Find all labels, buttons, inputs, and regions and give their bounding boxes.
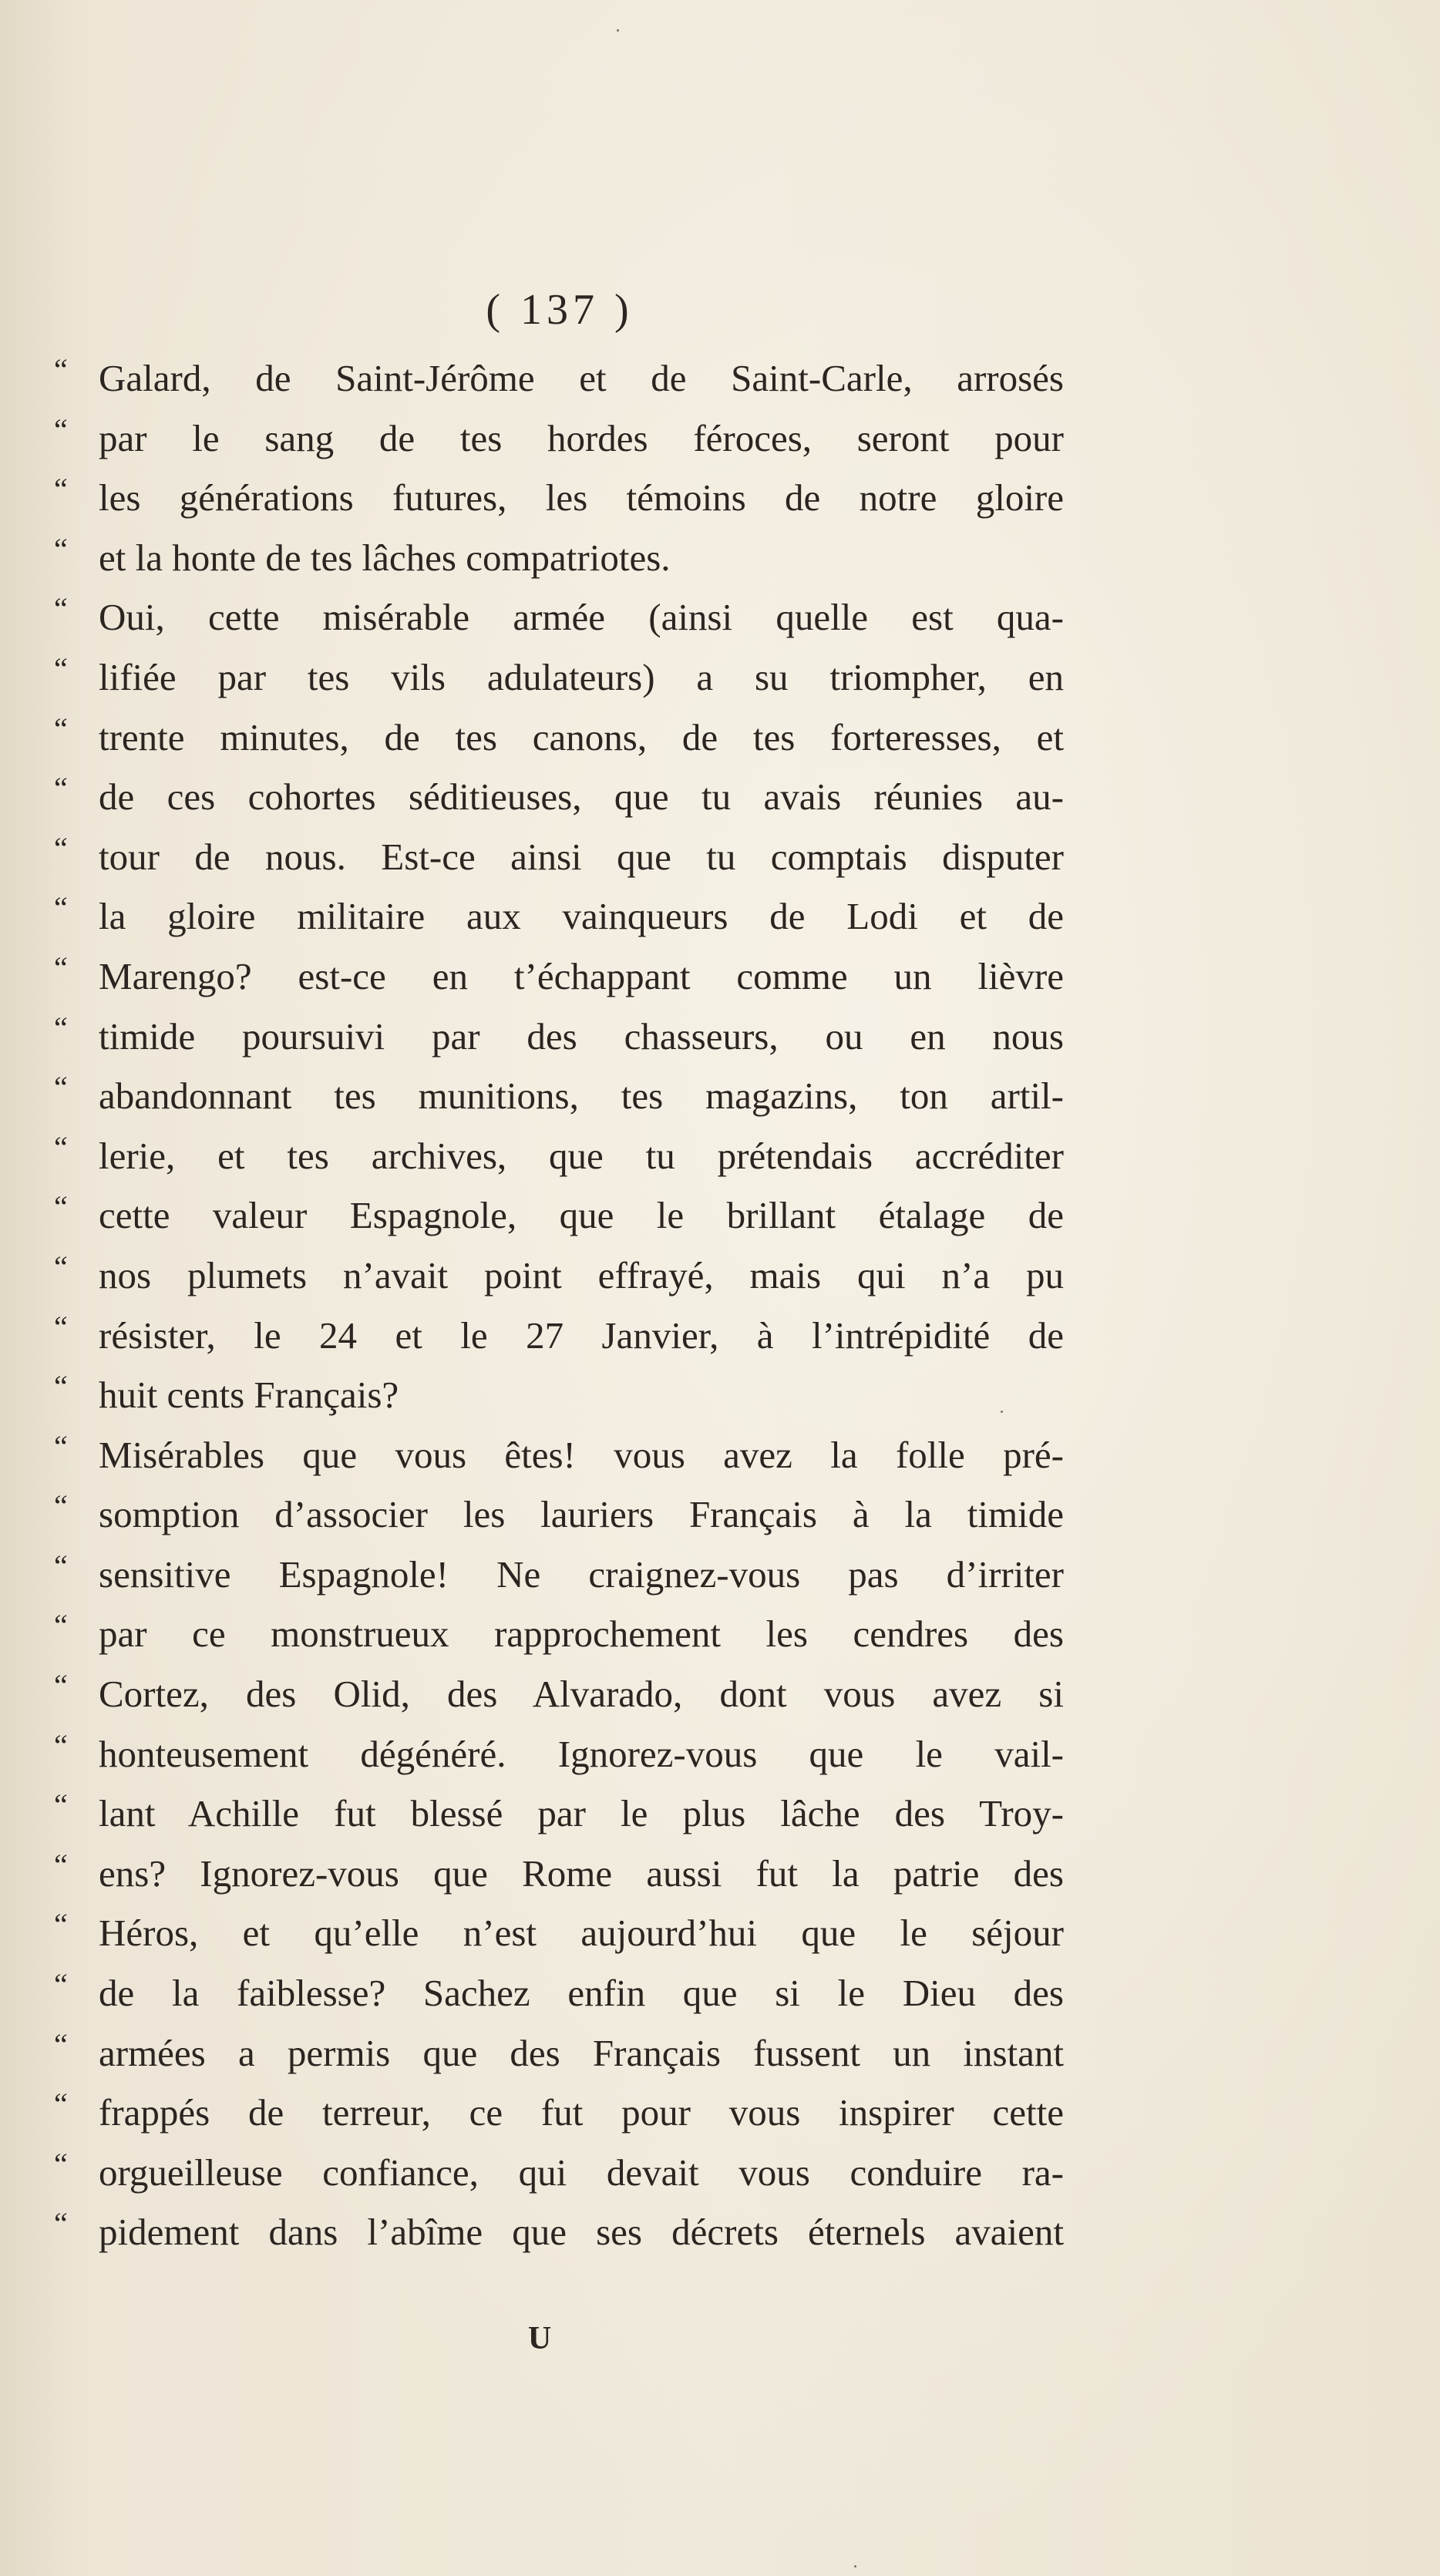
text-line <box>54 1608 1064 1672</box>
paper-speck <box>854 2565 856 2568</box>
quote-mark: “ <box>54 1189 68 1225</box>
text-line <box>54 1070 1064 1134</box>
text-line <box>54 2146 1064 2211</box>
line-text: Cortez, des Olid, des Alvarado, dont vous avez si <box>99 1673 1064 1716</box>
line-text: de la faiblesse? Sachez enfin que si le Dieu des <box>99 1972 1064 2015</box>
quote-mark: “ <box>54 2026 68 2062</box>
text-line <box>54 651 1064 715</box>
quote-mark: “ <box>54 1727 68 1763</box>
line-text: abandonnant tes munitions, tes magazins, ton artil- <box>99 1074 1064 1118</box>
quote-mark: “ <box>54 1369 68 1404</box>
text-line <box>54 1249 1064 1313</box>
line-text: sensitive Espagnole! Ne craignez-vous pas d’irriter <box>99 1552 1064 1596</box>
quote-mark: “ <box>54 1668 68 1703</box>
text-line <box>54 1129 1064 1194</box>
text-line <box>54 1668 1064 1732</box>
text-line <box>54 591 1064 655</box>
line-text: les générations futures, les témoins de notre gloire <box>99 476 1064 520</box>
quote-mark: “ <box>54 830 68 866</box>
line-text: pidement dans l’abîme que ses décrets éternels avaient <box>99 2211 1064 2254</box>
line-text: honteusement dégénéré. Ignorez-vous que le vail- <box>99 1732 1064 1775</box>
text-line <box>54 412 1064 476</box>
line-text: la gloire militaire aux vainqueurs de Lodi et de <box>99 895 1064 938</box>
quote-mark: “ <box>54 1488 68 1524</box>
line-text: frappés de terreur, ce fut pour vous inspirer cette <box>99 2091 1064 2134</box>
quote-mark: “ <box>54 1309 68 1344</box>
quote-mark: “ <box>54 591 68 627</box>
line-text: Marengo? est-ce en t’échappant comme un lièvre <box>99 954 1064 997</box>
line-text: tour de nous. Est-ce ainsi que tu comptais disputer <box>99 835 1064 878</box>
text-line <box>54 531 1064 596</box>
quote-mark: “ <box>54 2087 68 2122</box>
text-line <box>54 771 1064 835</box>
text-line <box>54 1428 1064 1493</box>
quote-mark: “ <box>54 472 68 507</box>
paper-speck <box>617 29 619 32</box>
quote-mark: “ <box>54 651 68 686</box>
quote-mark: “ <box>54 890 68 926</box>
line-text: par le sang de tes hordes féroces, seront pour <box>99 416 1064 459</box>
line-text: par ce monstrueux rapprochement les cendres des <box>99 1613 1064 1656</box>
quote-mark: “ <box>54 2146 68 2181</box>
line-text: timide poursuivi par des chasseurs, ou en nous <box>99 1014 1064 1058</box>
page-number: ( 137 ) <box>486 286 634 334</box>
text-line <box>54 1548 1064 1613</box>
quote-mark: “ <box>54 1428 68 1464</box>
line-text: armées a permis que des Français fussent un instant <box>99 2031 1064 2074</box>
line-text: résister, le 24 et le 27 Janvier, à l’intrépidité de <box>99 1313 1064 1357</box>
line-text: somption d’associer les lauriers Français à la timide <box>99 1493 1064 1536</box>
quote-mark: “ <box>54 1907 68 1942</box>
line-text: lifiée par tes vils adulateurs) a su triompher, en <box>99 655 1064 698</box>
line-text: Héros, et qu’elle n’est aujourd’hui que le séjour <box>99 1912 1064 1955</box>
text-line <box>54 2087 1064 2151</box>
quote-mark: “ <box>54 1548 68 1583</box>
line-text: lant Achille fut blessé par le plus lâche des Troy- <box>99 1792 1064 1835</box>
quote-mark: “ <box>54 771 68 806</box>
quote-mark: “ <box>54 1010 68 1045</box>
text-line <box>54 2206 1064 2270</box>
line-text: nos plumets n’avait point effrayé, mais qui n’a pu <box>99 1253 1064 1296</box>
quote-mark: “ <box>54 531 68 567</box>
quote-mark: “ <box>54 950 68 985</box>
line-text: trente minutes, de tes canons, de tes forteresses, et <box>99 715 1064 758</box>
text-line <box>54 1847 1064 1912</box>
text-line <box>54 1967 1064 2031</box>
text-line <box>54 1010 1064 1074</box>
text-line <box>54 890 1064 954</box>
line-text: lerie, et tes archives, que tu prétendais accréditer <box>99 1134 1064 1177</box>
quote-mark: “ <box>54 352 68 387</box>
quote-mark: “ <box>54 1249 68 1284</box>
text-line <box>54 1369 1064 1433</box>
line-text: Oui, cette misérable armée (ainsi quelle est qua- <box>99 596 1064 639</box>
quote-mark: “ <box>54 1967 68 2003</box>
text-line <box>54 1787 1064 1851</box>
signature-mark: U <box>527 2321 552 2356</box>
quote-mark: “ <box>54 1129 68 1165</box>
body-text <box>54 352 1064 2270</box>
line-text: Galard, de Saint-Jérôme et de Saint-Carle, arrosés <box>99 357 1064 399</box>
text-line <box>54 2026 1064 2091</box>
text-line <box>54 1189 1064 1253</box>
text-line <box>54 472 1064 536</box>
text-line <box>54 1309 1064 1374</box>
text-line <box>54 830 1064 895</box>
quote-mark: “ <box>54 1847 68 1882</box>
text-line <box>54 711 1064 775</box>
quote-mark: “ <box>54 711 68 746</box>
text-line <box>54 1488 1064 1552</box>
text-line <box>54 950 1064 1014</box>
text-line <box>54 352 1064 416</box>
line-text: et la honte de tes lâches compatriotes. <box>99 536 671 579</box>
line-text: cette valeur Espagnole, que le brillant étalage de <box>99 1194 1064 1237</box>
line-text: de ces cohortes séditieuses, que tu avais réunies au- <box>99 775 1064 819</box>
line-text: Misérables que vous êtes! vous avez la folle pré- <box>99 1433 1064 1476</box>
line-text: ens? Ignorez-vous que Rome aussi fut la patrie des <box>99 1851 1064 1895</box>
quote-mark: “ <box>54 1608 68 1643</box>
text-line <box>54 1727 1064 1792</box>
line-text: huit cents Français? <box>99 1374 399 1417</box>
quote-mark: “ <box>54 1070 68 1105</box>
quote-mark: “ <box>54 1787 68 1823</box>
line-text: orgueilleuse confiance, qui devait vous conduire ra- <box>99 2151 1064 2194</box>
text-line <box>54 1907 1064 1971</box>
quote-mark: “ <box>54 412 68 447</box>
quote-mark: “ <box>54 2206 68 2241</box>
